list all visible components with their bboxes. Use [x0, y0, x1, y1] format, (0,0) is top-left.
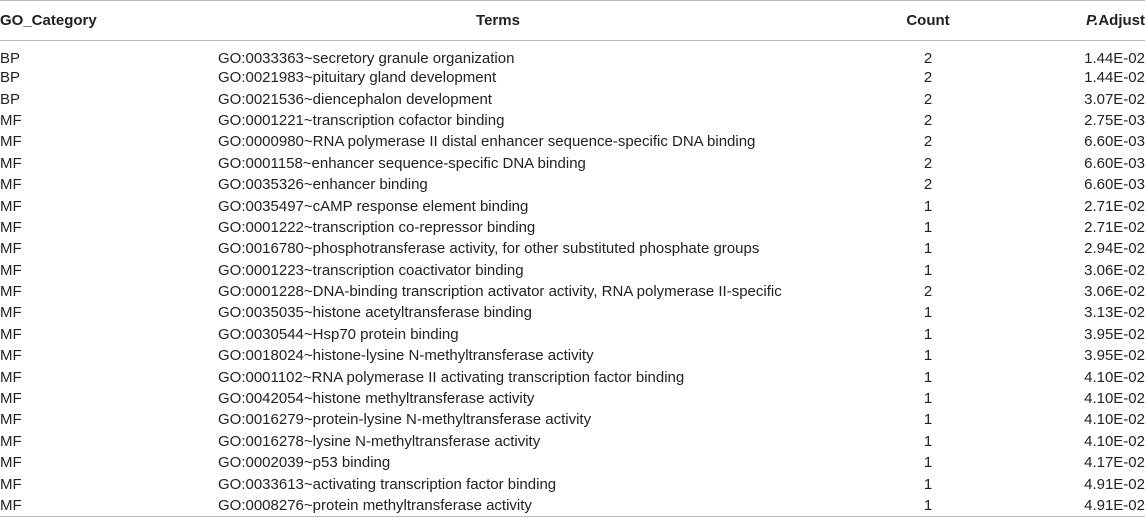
cell-term: GO:0001221~transcription cofactor binding [218, 111, 505, 129]
cell-p-adjust: 2.94E-02 [1084, 240, 1145, 258]
cell-term: GO:0033613~activating transcription factor binding [218, 475, 557, 493]
cell-term: GO:0035035~histone acetyltransferase binding [218, 304, 532, 322]
cell-p-adjust: 1.44E-02 [1084, 50, 1145, 67]
cell-p-adjust: 6.60E-03 [1084, 133, 1145, 151]
cell-count: 1 [923, 475, 933, 493]
table-row [0, 324, 1145, 345]
cell-p-adjust: 4.10E-02 [1084, 368, 1145, 386]
cell-p-adjust: 4.91E-02 [1078, 495, 1145, 516]
cell-term: GO:0001102~RNA polymerase II activating transcription factor binding [218, 368, 685, 386]
cell-term: GO:0000980~RNA polymerase II distal enhancer sequence-specific DNA binding [218, 133, 756, 151]
cell-go-category: MF [0, 432, 22, 450]
cell-go-category: MF [0, 218, 22, 236]
cell-go-category: MF [0, 347, 22, 365]
cell-count: 2 [923, 111, 933, 129]
cell-count: 1 [923, 325, 933, 343]
cell-count: 2 [923, 90, 933, 108]
cell-go-category: MF [0, 240, 22, 258]
header-p-adjust-suffix: Adjust [1098, 12, 1145, 29]
cell-count: 1 [923, 432, 933, 450]
cell-term: GO:0016780~phosphotransferase activity, for other substituted phosphate groups [218, 240, 760, 258]
cell-p-adjust: 4.10E-02 [1084, 390, 1145, 408]
cell-go-category: BP [0, 69, 21, 87]
cell-count: 2 [923, 69, 933, 87]
table-row [0, 452, 1145, 473]
table-body [0, 41, 1145, 517]
table-row [0, 431, 1145, 452]
cell-p-adjust: 2.75E-03 [1084, 111, 1145, 129]
cell-go-category: MF [0, 154, 22, 172]
header-go-category: GO_Category [0, 1, 218, 41]
cell-count: 1 [923, 347, 933, 365]
cell-count: 1 [923, 411, 933, 429]
cell-go-category: MF [0, 283, 22, 301]
cell-p-adjust: 6.60E-03 [1084, 154, 1145, 172]
table-row [0, 366, 1145, 387]
table-row [0, 345, 1145, 366]
cell-count: 2 [923, 50, 933, 67]
cell-go-category: MF [0, 325, 22, 343]
cell-p-adjust: 4.10E-02 [1084, 432, 1145, 450]
cell-term: GO:0016279~protein-lysine N-methyltransferase activity [218, 411, 592, 429]
table-row [0, 41, 1145, 68]
cell-go-category: MF [0, 261, 22, 279]
table-row [0, 260, 1145, 281]
cell-p-adjust: 2.71E-02 [1084, 197, 1145, 215]
cell-p-adjust: 3.13E-02 [1084, 304, 1145, 322]
cell-term: GO:0001223~transcription coactivator binding [218, 261, 524, 279]
cell-p-adjust: 4.10E-02 [1084, 411, 1145, 429]
cell-count: 2 [923, 283, 933, 301]
cell-p-adjust: 3.95E-02 [1084, 325, 1145, 343]
table-row [0, 281, 1145, 302]
cell-term: GO:0001228~DNA-binding transcription activator activity, RNA polymerase II-specific [218, 283, 782, 301]
cell-count: 2 [923, 154, 933, 172]
cell-count: 1 [923, 240, 933, 258]
header-p-adjust-prefix: P. [1086, 12, 1099, 29]
header-terms: Terms [218, 1, 778, 41]
cell-count: 1 [778, 495, 1078, 516]
table-row [0, 131, 1145, 152]
cell-count: 2 [923, 133, 933, 151]
cell-p-adjust: 3.07E-02 [1084, 90, 1145, 108]
table-row [0, 195, 1145, 216]
table-row [0, 238, 1145, 259]
cell-count: 1 [923, 218, 933, 236]
table-row [0, 302, 1145, 323]
table-header [0, 1, 1145, 41]
cell-go-category: BP [0, 50, 21, 67]
cell-go-category: MF [0, 368, 22, 386]
cell-go-category: MF [0, 495, 218, 516]
cell-term: GO:0035497~cAMP response element binding [218, 197, 529, 215]
header-p-adjust [1078, 1, 1145, 41]
cell-count: 1 [923, 390, 933, 408]
cell-p-adjust: 4.17E-02 [1084, 454, 1145, 472]
cell-p-adjust: 3.95E-02 [1084, 347, 1145, 365]
header-count: Count [778, 1, 1078, 41]
cell-go-category: MF [0, 475, 22, 493]
table-row [0, 88, 1145, 109]
cell-count: 1 [923, 197, 933, 215]
header-row [0, 1, 1145, 41]
cell-p-adjust: 2.71E-02 [1084, 218, 1145, 236]
cell-p-adjust: 1.44E-02 [1084, 69, 1145, 87]
cell-term: GO:0008276~protein methyltransferase activity [218, 495, 778, 516]
cell-count: 1 [923, 261, 933, 279]
cell-term: GO:0002039~p53 binding [218, 454, 391, 472]
table-row [0, 174, 1145, 195]
table-row [0, 67, 1145, 88]
table-row [0, 495, 1145, 516]
cell-term: GO:0001158~enhancer sequence-specific DNA binding [218, 154, 586, 172]
cell-term: GO:0030544~Hsp70 protein binding [218, 325, 459, 343]
cell-go-category: MF [0, 111, 22, 129]
cell-go-category: BP [0, 90, 21, 108]
cell-go-category: MF [0, 390, 22, 408]
cell-count: 2 [923, 176, 933, 194]
table-row [0, 473, 1145, 494]
cell-term: GO:0035326~enhancer binding [218, 176, 428, 194]
cell-count: 1 [923, 368, 933, 386]
cell-term: GO:0021983~pituitary gland development [218, 69, 497, 87]
cell-term: GO:0021536~diencephalon development [218, 90, 492, 108]
cell-p-adjust: 6.60E-03 [1084, 176, 1145, 194]
cell-go-category: MF [0, 133, 22, 151]
cell-term: GO:0016278~lysine N-methyltransferase activity [218, 432, 541, 450]
cell-go-category: MF [0, 411, 22, 429]
cell-go-category: MF [0, 304, 22, 322]
cell-p-adjust: 3.06E-02 [1084, 283, 1145, 301]
table-row [0, 110, 1145, 131]
cell-term: GO:0001222~transcription co-repressor binding [218, 218, 536, 236]
cell-p-adjust: 4.91E-02 [1084, 475, 1145, 493]
cell-term: GO:0042054~histone methyltransferase activity [218, 390, 535, 408]
cell-term: GO:0018024~histone-lysine N-methyltransferase activity [218, 347, 594, 365]
table-row [0, 409, 1145, 430]
cell-go-category: MF [0, 197, 22, 215]
cell-term: GO:0033363~secretory granule organization [218, 50, 515, 67]
cell-count: 1 [923, 304, 933, 322]
table-row [0, 153, 1145, 174]
table-row [0, 217, 1145, 238]
cell-p-adjust: 3.06E-02 [1084, 261, 1145, 279]
table-row [0, 388, 1145, 409]
cell-go-category: MF [0, 454, 22, 472]
cell-go-category: MF [0, 176, 22, 194]
cell-count: 1 [923, 454, 933, 472]
